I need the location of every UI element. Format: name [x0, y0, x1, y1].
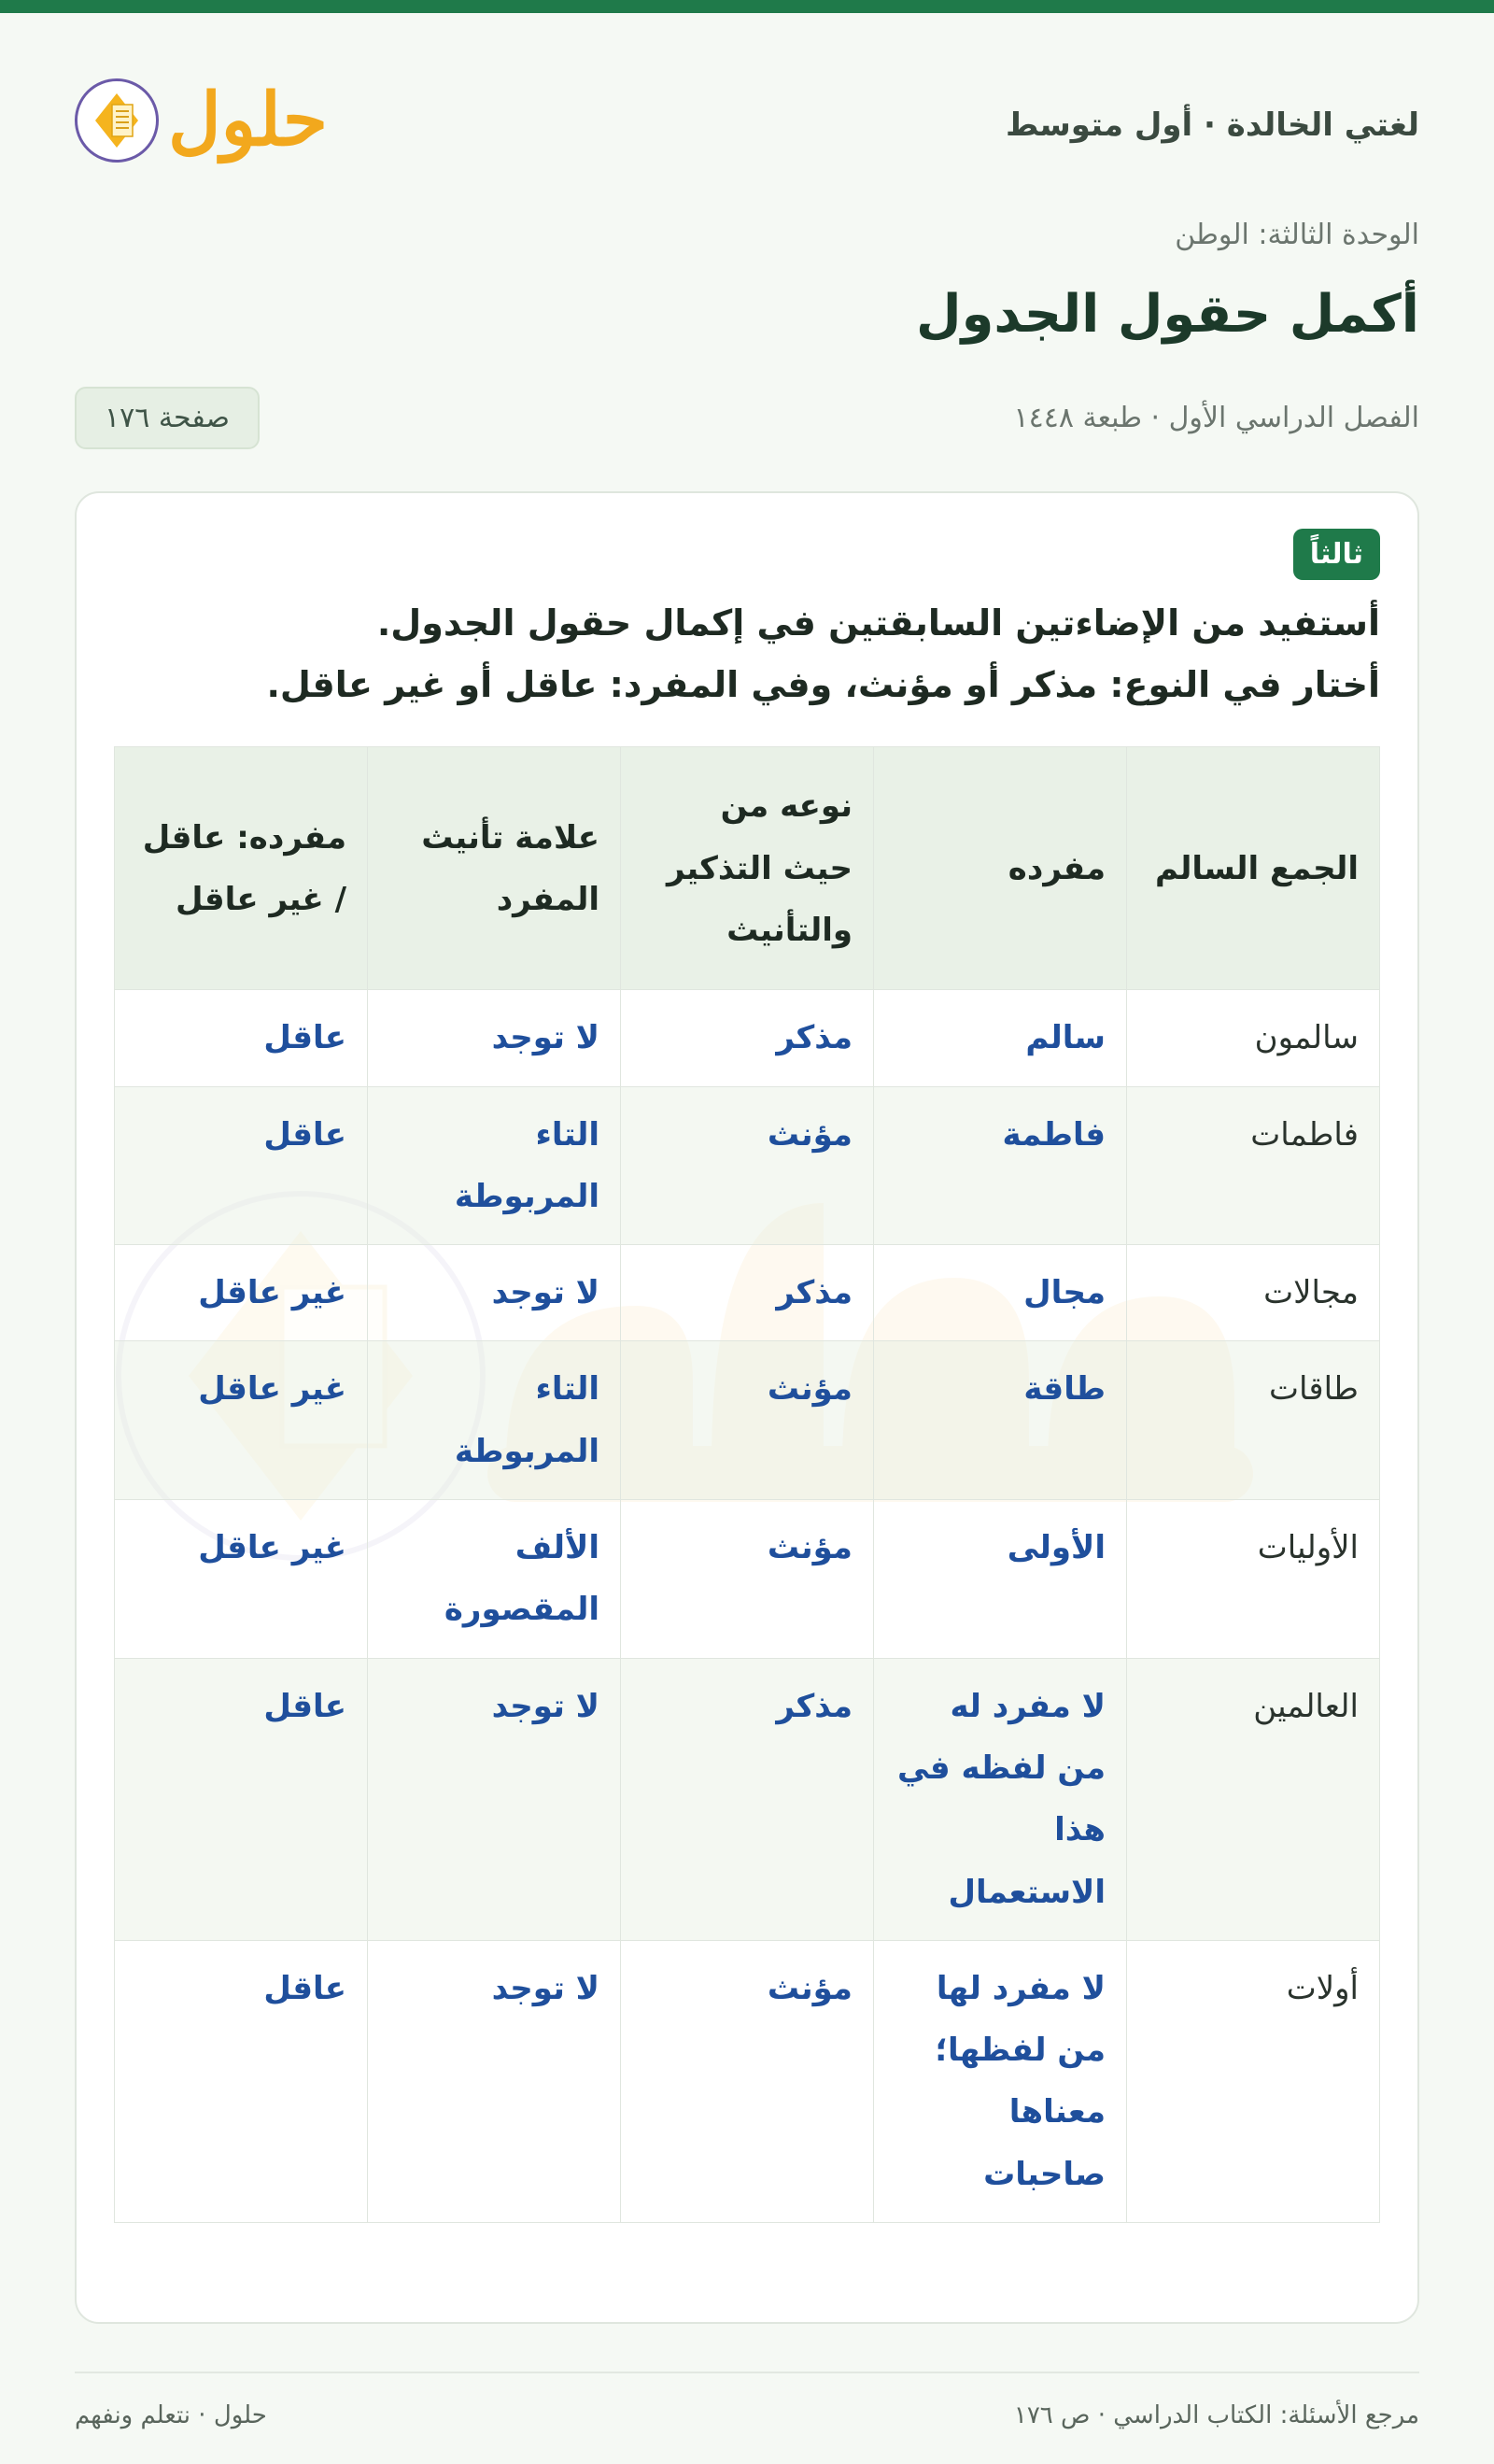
meta-row — [75, 387, 1419, 449]
header-plural: الجمع السالم — [1127, 747, 1380, 990]
rational-cell: عاقل — [115, 1940, 368, 2222]
logo[interactable] — [75, 78, 328, 163]
feminine-mark-cell: لا توجد — [368, 1245, 621, 1341]
table-header-row — [115, 747, 1380, 990]
table-row — [115, 1086, 1380, 1245]
feminine-mark-cell: لا توجد — [368, 1658, 621, 1940]
singular-cell: سالم — [874, 990, 1127, 1086]
instruction-line-2: أختار في النوع: مذكر أو مؤنث، وفي المفرد: عاقل أو غير عاقل. — [266, 664, 1380, 706]
exercise-card — [75, 491, 1419, 2324]
feminine-mark-cell: لا توجد — [368, 990, 621, 1086]
top-accent-bar — [0, 0, 1494, 13]
logo-emblem-icon — [75, 78, 159, 163]
plural-cell: فاطمات — [1127, 1086, 1380, 1245]
singular-cell: لا مفرد له من لفظه في هذا الاستعمال — [874, 1658, 1127, 1940]
section-tag: ثالثاً — [1293, 529, 1380, 580]
footer-brand[interactable]: حلول · نتعلم ونفهم — [75, 2401, 267, 2429]
header-singular: مفرده — [874, 747, 1127, 990]
table-row — [115, 1940, 1380, 2222]
plural-cell: طاقات — [1127, 1341, 1380, 1500]
answers-table — [114, 746, 1380, 2223]
table-row — [115, 1658, 1380, 1940]
header-rational: مفرده: عاقل / غير عاقل — [115, 747, 368, 990]
rational-cell: غير عاقل — [115, 1500, 368, 1659]
unit-label: الوحدة الثالثة: الوطن — [1175, 219, 1419, 251]
header — [75, 13, 1419, 233]
rational-cell: غير عاقل — [115, 1341, 368, 1500]
gender-cell: مذكر — [621, 1658, 874, 1940]
feminine-mark-cell: الألف المقصورة — [368, 1500, 621, 1659]
table-row — [115, 990, 1380, 1086]
gender-cell: مؤنث — [621, 1940, 874, 2222]
singular-cell: مجال — [874, 1245, 1127, 1341]
plural-cell: العالمين — [1127, 1658, 1380, 1940]
header-gender: نوعه من حيث التذكير والتأنيث — [621, 747, 874, 990]
singular-cell: طاقة — [874, 1341, 1127, 1500]
table-row — [115, 1245, 1380, 1341]
singular-cell: الأولى — [874, 1500, 1127, 1659]
lesson-title: أكمل حقول الجدول — [916, 284, 1419, 345]
footer-reference: مرجع الأسئلة: الكتاب الدراسي · ص ١٧٦ — [1013, 2401, 1419, 2429]
feminine-mark-cell: التاء المربوطة — [368, 1341, 621, 1500]
rational-cell: عاقل — [115, 1086, 368, 1245]
page — [0, 13, 1494, 2464]
page-badge: صفحة ١٧٦ — [75, 387, 260, 449]
singular-cell: لا مفرد لها من لفظها؛ معناها صاحبات — [874, 1940, 1127, 2222]
gender-cell: مذكر — [621, 1245, 874, 1341]
book-title: لغتي الخالدة · أول متوسط — [1005, 106, 1419, 144]
feminine-mark-cell: التاء المربوطة — [368, 1086, 621, 1245]
plural-cell: سالمون — [1127, 990, 1380, 1086]
rational-cell: عاقل — [115, 1658, 368, 1940]
rational-cell: غير عاقل — [115, 1245, 368, 1341]
plural-cell: مجالات — [1127, 1245, 1380, 1341]
header-feminine-mark: علامة تأنيث المفرد — [368, 747, 621, 990]
semester-info: الفصل الدراسي الأول · طبعة ١٤٤٨ — [1013, 402, 1419, 434]
gender-cell: مؤنث — [621, 1086, 874, 1245]
instruction-line-1: أستفيد من الإضاءتين السابقتين في إكمال حقول الجدول. — [376, 602, 1380, 644]
plural-cell: الأوليات — [1127, 1500, 1380, 1659]
singular-cell: فاطمة — [874, 1086, 1127, 1245]
footer — [75, 2372, 1419, 2429]
feminine-mark-cell: لا توجد — [368, 1940, 621, 2222]
gender-cell: مؤنث — [621, 1341, 874, 1500]
gender-cell: مذكر — [621, 990, 874, 1086]
rational-cell: عاقل — [115, 990, 368, 1086]
table-row — [115, 1341, 1380, 1500]
gender-cell: مؤنث — [621, 1500, 874, 1659]
logo-text: حلول — [168, 78, 329, 163]
table-row — [115, 1500, 1380, 1659]
plural-cell: أولات — [1127, 1940, 1380, 2222]
